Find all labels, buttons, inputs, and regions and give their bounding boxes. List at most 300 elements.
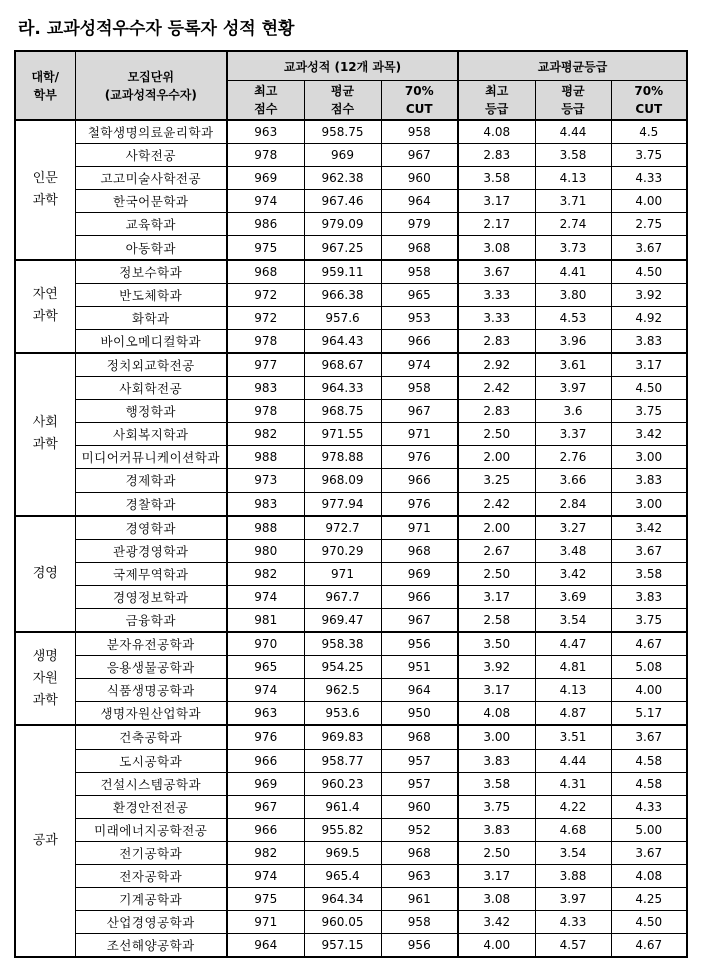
score-max-cell: 978 xyxy=(227,329,304,353)
department-cell: 미래에너지공학전공 xyxy=(75,818,227,841)
college-header xyxy=(15,51,75,120)
grade-avg-cell: 4.13 xyxy=(535,167,611,190)
grade-max-cell: 3.67 xyxy=(458,260,535,284)
grade-avg-cell: 4.31 xyxy=(535,772,611,795)
score-max-cell: 966 xyxy=(227,749,304,772)
grade-max-cell: 2.00 xyxy=(458,446,535,469)
score-max-cell: 963 xyxy=(227,120,304,144)
grade-max-cell: 3.50 xyxy=(458,632,535,656)
department-cell: 금융학과 xyxy=(75,608,227,632)
grade-cut-cell: 3.17 xyxy=(611,353,687,377)
score-max-cell: 964 xyxy=(227,934,304,958)
score-avg-cell: 954.25 xyxy=(304,656,381,679)
score-max-cell: 974 xyxy=(227,865,304,888)
grade-cut-cell: 4.33 xyxy=(611,795,687,818)
table-row xyxy=(15,539,687,562)
department-cell: 전자공학과 xyxy=(75,865,227,888)
grade-max-cell: 2.17 xyxy=(458,213,535,236)
table-row xyxy=(15,353,687,377)
score-max-header xyxy=(227,81,304,121)
grade-cut-cell: 3.75 xyxy=(611,144,687,167)
score-cut-cell: 966 xyxy=(381,469,458,492)
department-cell: 교육학과 xyxy=(75,213,227,236)
score-cut-cell: 963 xyxy=(381,865,458,888)
score-avg-cell: 968.09 xyxy=(304,469,381,492)
score-avg-cell: 964.34 xyxy=(304,888,381,911)
grade-avg-cell: 4.44 xyxy=(535,120,611,144)
grade-max-cell: 2.50 xyxy=(458,562,535,585)
grade-max-cell: 2.83 xyxy=(458,144,535,167)
table-row xyxy=(15,934,687,958)
table-row xyxy=(15,656,687,679)
score-cut-cell: 967 xyxy=(381,608,458,632)
table-row xyxy=(15,608,687,632)
grade-cut-cell: 5.00 xyxy=(611,818,687,841)
score-max-cell: 971 xyxy=(227,911,304,934)
score-max-cell: 986 xyxy=(227,213,304,236)
college-label: 사회 과학 xyxy=(32,415,58,453)
table-row xyxy=(15,795,687,818)
grade-group-header: 교과평균등급 xyxy=(458,51,687,81)
grade-max-cell: 2.67 xyxy=(458,539,535,562)
grade-avg-cell: 3.51 xyxy=(535,725,611,749)
college-cell xyxy=(15,725,75,957)
department-cell: 화학과 xyxy=(75,306,227,329)
grade-avg-cell: 4.57 xyxy=(535,934,611,958)
grade-max-cell: 3.42 xyxy=(458,911,535,934)
grade-avg-cell: 4.87 xyxy=(535,702,611,726)
table-row xyxy=(15,562,687,585)
score-cut-cell: 956 xyxy=(381,632,458,656)
grade-cut-cell: 3.42 xyxy=(611,423,687,446)
grade-cut-header xyxy=(611,81,687,121)
department-cell: 경제학과 xyxy=(75,469,227,492)
grade-avg-cell: 3.37 xyxy=(535,423,611,446)
grade-max-cell: 3.58 xyxy=(458,772,535,795)
grade-cut-cell: 3.92 xyxy=(611,283,687,306)
grade-cut-cell: 3.67 xyxy=(611,236,687,260)
score-avg-cell: 968.67 xyxy=(304,353,381,377)
score-max-cell: 983 xyxy=(227,492,304,516)
grade-avg-cell: 3.42 xyxy=(535,562,611,585)
grade-avg-cell: 3.73 xyxy=(535,236,611,260)
college-cell xyxy=(15,632,75,725)
department-cell: 정치외교학전공 xyxy=(75,353,227,377)
grade-cut-cell: 4.08 xyxy=(611,865,687,888)
grade-cut-cell: 3.67 xyxy=(611,725,687,749)
score-max-cell: 982 xyxy=(227,841,304,864)
score-avg-cell: 968.75 xyxy=(304,400,381,423)
grade-avg-cell: 4.22 xyxy=(535,795,611,818)
grade-avg-cell: 4.41 xyxy=(535,260,611,284)
grade-max-cell: 2.83 xyxy=(458,400,535,423)
table-row xyxy=(15,400,687,423)
college-label: 생명 자원 과학 xyxy=(32,648,58,708)
score-avg-cell: 966.38 xyxy=(304,283,381,306)
grade-cut-cell: 3.67 xyxy=(611,841,687,864)
table-row xyxy=(15,679,687,702)
score-max-cell: 974 xyxy=(227,585,304,608)
score-avg-cell: 953.6 xyxy=(304,702,381,726)
department-cell: 국제무역학과 xyxy=(75,562,227,585)
grade-cut-cell: 5.17 xyxy=(611,702,687,726)
table-row xyxy=(15,632,687,656)
grade-cut-cell: 3.42 xyxy=(611,516,687,540)
score-cut-header xyxy=(381,81,458,121)
grade-cut-cell: 3.83 xyxy=(611,585,687,608)
score-cut-cell: 968 xyxy=(381,539,458,562)
grade-avg-cell: 2.76 xyxy=(535,446,611,469)
score-avg-header xyxy=(304,81,381,121)
grade-cut-cell: 3.00 xyxy=(611,446,687,469)
score-max-cell: 982 xyxy=(227,562,304,585)
score-avg-cell: 972.7 xyxy=(304,516,381,540)
table-row xyxy=(15,702,687,726)
score-avg-cell: 958.38 xyxy=(304,632,381,656)
score-max-cell: 975 xyxy=(227,236,304,260)
department-cell: 생명자원산업학과 xyxy=(75,702,227,726)
score-max-cell: 973 xyxy=(227,469,304,492)
score-max-cell: 963 xyxy=(227,702,304,726)
grade-cut-cell: 3.58 xyxy=(611,562,687,585)
score-cut-cell: 964 xyxy=(381,679,458,702)
department-cell: 경찰학과 xyxy=(75,492,227,516)
department-cell: 관광경영학과 xyxy=(75,539,227,562)
department-cell: 철학생명의료윤리학과 xyxy=(75,120,227,144)
grade-avg-cell: 4.47 xyxy=(535,632,611,656)
grade-avg-cell: 3.48 xyxy=(535,539,611,562)
grade-max-cell: 4.00 xyxy=(458,934,535,958)
grade-avg-cell: 3.54 xyxy=(535,608,611,632)
table-row xyxy=(15,283,687,306)
grade-avg-cell: 3.6 xyxy=(535,400,611,423)
grade-avg-cell: 4.68 xyxy=(535,818,611,841)
grade-cut-cell: 4.67 xyxy=(611,632,687,656)
grade-max-cell: 3.83 xyxy=(458,749,535,772)
college-cell xyxy=(15,260,75,353)
score-avg-cell: 967.46 xyxy=(304,190,381,213)
table-row xyxy=(15,377,687,400)
table-row xyxy=(15,725,687,749)
grade-cut-cell: 2.75 xyxy=(611,213,687,236)
score-avg-cell: 965.4 xyxy=(304,865,381,888)
grade-avg-cell: 3.66 xyxy=(535,469,611,492)
table-row xyxy=(15,329,687,353)
score-avg-cell: 969.47 xyxy=(304,608,381,632)
score-max-cell: 983 xyxy=(227,377,304,400)
score-avg-cell: 959.11 xyxy=(304,260,381,284)
score-cut-cell: 958 xyxy=(381,377,458,400)
score-max-cell: 977 xyxy=(227,353,304,377)
grade-max-cell: 3.17 xyxy=(458,679,535,702)
grade-avg-header xyxy=(535,81,611,121)
score-cut-cell: 961 xyxy=(381,888,458,911)
department-cell: 분자유전공학과 xyxy=(75,632,227,656)
score-cut-cell: 958 xyxy=(381,120,458,144)
table-row xyxy=(15,911,687,934)
grade-avg-cell: 3.54 xyxy=(535,841,611,864)
grade-max-header xyxy=(458,81,535,121)
grade-cut-cell: 4.5 xyxy=(611,120,687,144)
department-cell: 경영학과 xyxy=(75,516,227,540)
college-cell xyxy=(15,353,75,516)
department-cell: 도시공학과 xyxy=(75,749,227,772)
grade-cut-cell: 4.50 xyxy=(611,911,687,934)
grade-max-cell: 3.17 xyxy=(458,865,535,888)
grade-avg-header-label: 평균 등급 xyxy=(561,84,585,116)
grade-avg-cell: 2.84 xyxy=(535,492,611,516)
score-cut-cell: 957 xyxy=(381,749,458,772)
score-avg-cell: 971 xyxy=(304,562,381,585)
score-max-cell: 965 xyxy=(227,656,304,679)
score-avg-cell: 958.77 xyxy=(304,749,381,772)
score-cut-cell: 979 xyxy=(381,213,458,236)
table-row xyxy=(15,772,687,795)
table-row xyxy=(15,236,687,260)
table-row xyxy=(15,423,687,446)
score-avg-cell: 967.25 xyxy=(304,236,381,260)
score-avg-cell: 978.88 xyxy=(304,446,381,469)
grade-max-cell: 4.08 xyxy=(458,702,535,726)
table-row xyxy=(15,865,687,888)
score-max-cell: 969 xyxy=(227,167,304,190)
score-avg-cell: 970.29 xyxy=(304,539,381,562)
table-row xyxy=(15,306,687,329)
score-max-cell: 978 xyxy=(227,400,304,423)
grade-max-cell: 3.17 xyxy=(458,190,535,213)
table-row xyxy=(15,818,687,841)
score-avg-cell: 967.7 xyxy=(304,585,381,608)
score-avg-cell: 964.33 xyxy=(304,377,381,400)
score-cut-cell: 976 xyxy=(381,446,458,469)
grade-cut-cell: 4.25 xyxy=(611,888,687,911)
grade-cut-cell: 3.83 xyxy=(611,329,687,353)
grade-max-cell: 2.92 xyxy=(458,353,535,377)
table-row xyxy=(15,469,687,492)
score-max-cell: 969 xyxy=(227,772,304,795)
grade-cut-cell: 3.75 xyxy=(611,608,687,632)
score-cut-cell: 971 xyxy=(381,516,458,540)
score-cut-cell: 965 xyxy=(381,283,458,306)
grade-cut-cell: 3.00 xyxy=(611,492,687,516)
grade-max-cell: 2.00 xyxy=(458,516,535,540)
grade-avg-cell: 4.44 xyxy=(535,749,611,772)
score-max-cell: 981 xyxy=(227,608,304,632)
department-cell: 전기공학과 xyxy=(75,841,227,864)
department-cell: 반도체학과 xyxy=(75,283,227,306)
department-cell: 한국어문학과 xyxy=(75,190,227,213)
score-cut-cell: 967 xyxy=(381,400,458,423)
department-cell: 환경안전전공 xyxy=(75,795,227,818)
score-max-cell: 972 xyxy=(227,306,304,329)
table-row xyxy=(15,446,687,469)
score-avg-cell: 979.09 xyxy=(304,213,381,236)
score-cut-cell: 976 xyxy=(381,492,458,516)
score-cut-cell: 968 xyxy=(381,236,458,260)
score-cut-cell: 958 xyxy=(381,911,458,934)
grade-avg-cell: 3.69 xyxy=(535,585,611,608)
table-row xyxy=(15,749,687,772)
college-label: 공과 xyxy=(32,833,58,849)
score-cut-cell: 952 xyxy=(381,818,458,841)
department-cell: 사회학전공 xyxy=(75,377,227,400)
table-row xyxy=(15,841,687,864)
grade-cut-cell: 3.75 xyxy=(611,400,687,423)
score-cut-cell: 957 xyxy=(381,772,458,795)
grade-cut-cell: 4.58 xyxy=(611,772,687,795)
grade-avg-cell: 3.71 xyxy=(535,190,611,213)
grade-max-cell: 3.33 xyxy=(458,306,535,329)
department-cell: 고고미술사학전공 xyxy=(75,167,227,190)
grade-max-cell: 3.17 xyxy=(458,585,535,608)
grade-max-cell: 2.58 xyxy=(458,608,535,632)
grade-max-cell: 3.25 xyxy=(458,469,535,492)
department-cell: 응용생물공학과 xyxy=(75,656,227,679)
table-row xyxy=(15,888,687,911)
results-table xyxy=(14,50,688,958)
score-cut-cell: 966 xyxy=(381,329,458,353)
department-cell: 경영정보학과 xyxy=(75,585,227,608)
grade-max-cell: 2.42 xyxy=(458,377,535,400)
grade-cut-header-label: 70% CUT xyxy=(634,84,664,116)
score-avg-cell: 957.6 xyxy=(304,306,381,329)
score-cut-header-label: 70% CUT xyxy=(404,84,434,116)
score-max-cell: 974 xyxy=(227,679,304,702)
grade-max-cell: 2.83 xyxy=(458,329,535,353)
grade-cut-cell: 3.83 xyxy=(611,469,687,492)
grade-max-cell: 3.83 xyxy=(458,818,535,841)
grade-max-cell: 3.00 xyxy=(458,725,535,749)
grade-max-header-label: 최고 등급 xyxy=(485,84,509,116)
score-max-cell: 975 xyxy=(227,888,304,911)
grade-max-cell: 2.50 xyxy=(458,423,535,446)
score-avg-cell: 969.83 xyxy=(304,725,381,749)
table-row xyxy=(15,144,687,167)
grade-cut-cell: 4.00 xyxy=(611,679,687,702)
score-max-cell: 980 xyxy=(227,539,304,562)
grade-avg-cell: 3.27 xyxy=(535,516,611,540)
grade-avg-cell: 4.81 xyxy=(535,656,611,679)
score-avg-cell: 971.55 xyxy=(304,423,381,446)
grade-max-cell: 3.75 xyxy=(458,795,535,818)
score-cut-cell: 956 xyxy=(381,934,458,958)
department-cell: 미디어커뮤니케이션학과 xyxy=(75,446,227,469)
grade-avg-cell: 3.58 xyxy=(535,144,611,167)
college-cell xyxy=(15,120,75,260)
grade-max-cell: 2.42 xyxy=(458,492,535,516)
score-max-cell: 966 xyxy=(227,818,304,841)
score-cut-cell: 966 xyxy=(381,585,458,608)
score-avg-cell: 969.5 xyxy=(304,841,381,864)
unit-header-label: 모집단위 (교과성적우수자) xyxy=(104,69,197,102)
grade-max-cell: 4.08 xyxy=(458,120,535,144)
score-avg-cell: 957.15 xyxy=(304,934,381,958)
score-avg-cell: 962.38 xyxy=(304,167,381,190)
score-cut-cell: 958 xyxy=(381,260,458,284)
college-label: 자연 과학 xyxy=(32,287,58,325)
score-cut-cell: 953 xyxy=(381,306,458,329)
department-cell: 정보수학과 xyxy=(75,260,227,284)
score-cut-cell: 971 xyxy=(381,423,458,446)
table-row xyxy=(15,167,687,190)
table-row xyxy=(15,260,687,284)
grade-avg-cell: 4.33 xyxy=(535,911,611,934)
score-cut-cell: 968 xyxy=(381,725,458,749)
department-cell: 기계공학과 xyxy=(75,888,227,911)
score-max-header-label: 최고 점수 xyxy=(254,84,278,116)
score-cut-cell: 969 xyxy=(381,562,458,585)
score-cut-cell: 968 xyxy=(381,841,458,864)
score-avg-cell: 960.23 xyxy=(304,772,381,795)
grade-max-cell: 3.08 xyxy=(458,236,535,260)
grade-avg-cell: 4.13 xyxy=(535,679,611,702)
score-max-cell: 978 xyxy=(227,144,304,167)
score-avg-cell: 964.43 xyxy=(304,329,381,353)
grade-avg-cell: 3.80 xyxy=(535,283,611,306)
grade-cut-cell: 4.00 xyxy=(611,190,687,213)
grade-max-cell: 3.58 xyxy=(458,167,535,190)
department-cell: 건축공학과 xyxy=(75,725,227,749)
score-group-header: 교과성적 (12개 과목) xyxy=(227,51,458,81)
score-avg-cell: 977.94 xyxy=(304,492,381,516)
grade-avg-cell: 3.96 xyxy=(535,329,611,353)
score-cut-cell: 951 xyxy=(381,656,458,679)
table-body xyxy=(15,120,687,957)
grade-cut-cell: 3.67 xyxy=(611,539,687,562)
page-title: 라. 교과성적우수자 등록자 성적 현황 xyxy=(18,19,295,39)
table-row xyxy=(15,120,687,144)
score-max-cell: 988 xyxy=(227,516,304,540)
grade-cut-cell: 4.58 xyxy=(611,749,687,772)
grade-avg-cell: 3.61 xyxy=(535,353,611,377)
department-cell: 조선해양공학과 xyxy=(75,934,227,958)
college-header-label: 대학/ 학부 xyxy=(31,69,60,102)
score-max-cell: 982 xyxy=(227,423,304,446)
college-cell xyxy=(15,516,75,632)
department-cell: 행정학과 xyxy=(75,400,227,423)
grade-cut-cell: 4.33 xyxy=(611,167,687,190)
score-max-cell: 972 xyxy=(227,283,304,306)
score-cut-cell: 967 xyxy=(381,144,458,167)
grade-max-cell: 3.92 xyxy=(458,656,535,679)
score-max-cell: 988 xyxy=(227,446,304,469)
grade-max-cell: 3.33 xyxy=(458,283,535,306)
department-cell: 아동학과 xyxy=(75,236,227,260)
grade-cut-cell: 4.50 xyxy=(611,377,687,400)
department-cell: 바이오메디컬학과 xyxy=(75,329,227,353)
department-cell: 식품생명공학과 xyxy=(75,679,227,702)
grade-avg-cell: 3.97 xyxy=(535,377,611,400)
college-label: 인문 과학 xyxy=(32,170,58,208)
score-avg-cell: 960.05 xyxy=(304,911,381,934)
department-cell: 사학전공 xyxy=(75,144,227,167)
score-cut-cell: 974 xyxy=(381,353,458,377)
score-cut-cell: 960 xyxy=(381,795,458,818)
score-avg-cell: 962.5 xyxy=(304,679,381,702)
department-cell: 산업경영공학과 xyxy=(75,911,227,934)
grade-cut-cell: 5.08 xyxy=(611,656,687,679)
score-avg-header-label: 평균 점수 xyxy=(330,84,355,116)
score-max-cell: 968 xyxy=(227,260,304,284)
grade-avg-cell: 3.88 xyxy=(535,865,611,888)
table-row xyxy=(15,516,687,540)
grade-max-cell: 2.50 xyxy=(458,841,535,864)
grade-max-cell: 3.08 xyxy=(458,888,535,911)
score-avg-cell: 958.75 xyxy=(304,120,381,144)
unit-header xyxy=(75,51,227,120)
department-cell: 사회복지학과 xyxy=(75,423,227,446)
college-label: 경영 xyxy=(32,565,58,581)
